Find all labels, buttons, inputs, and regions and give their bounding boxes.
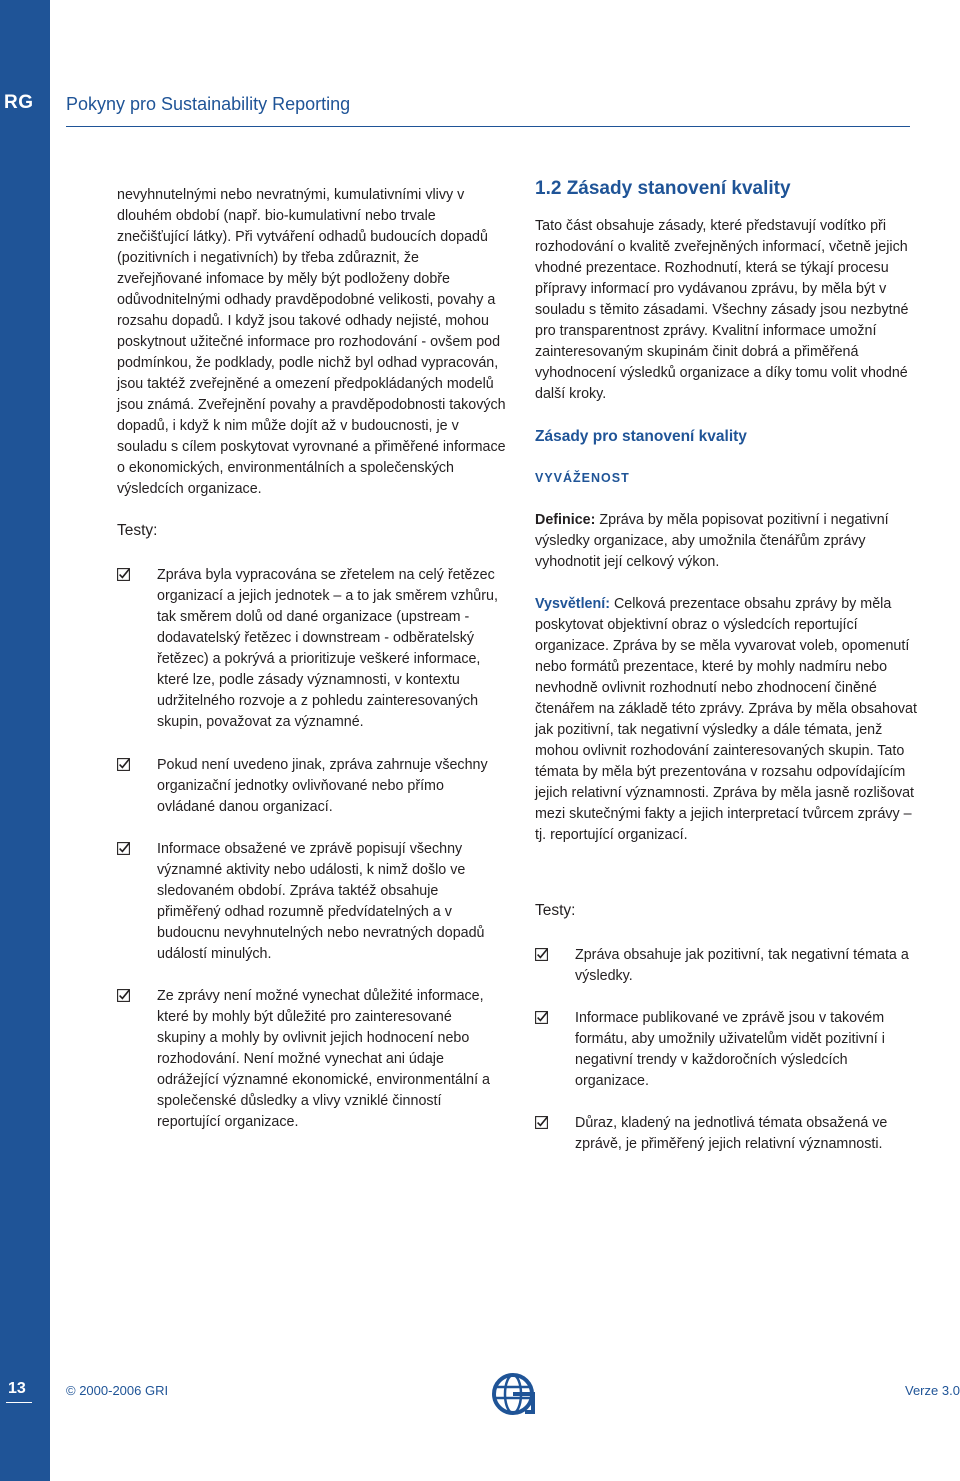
- sidebar-band: [0, 0, 50, 1481]
- quality-subheading: Zásady pro stanovení kvality: [535, 428, 747, 445]
- left-tests-heading: Testy:: [117, 522, 158, 539]
- test-text: Důraz, kladený na jednotlivá témata obsažená ve zprávě, je přiměřený jejich relativní významnosti.: [575, 1115, 888, 1152]
- definition-paragraph: [535, 510, 920, 573]
- checkbox-icon: [117, 842, 130, 855]
- right-column: [535, 178, 920, 846]
- page-number-underline: [6, 1402, 32, 1403]
- page-title: Pokyny pro Sustainability Reporting: [66, 94, 351, 114]
- version: Verze 3.0: [905, 1383, 960, 1398]
- test-text: Zpráva obsahuje jak pozitivní, tak negativní témata a výsledky.: [575, 947, 909, 984]
- definition-text: Zpráva by měla popisovat pozitivní i negativní výsledky organizace, aby umožnila čtenářům zprávy vyhodnotit její celkový výkon.: [535, 512, 889, 570]
- header-badge: RG: [4, 92, 34, 113]
- explanation-label: Vysvětlení:: [535, 596, 610, 612]
- checkbox-icon: [117, 989, 130, 1002]
- checkbox-icon: [535, 1011, 548, 1024]
- left-column: [117, 185, 507, 500]
- test-text: Pokud není uvedeno jinak, zpráva zahrnuje všechny organizační jednotky ovlivňované nebo přímo ovládané danou organizací.: [157, 757, 488, 815]
- checkbox-icon: [535, 1116, 548, 1129]
- right-tests-heading: Testy:: [535, 902, 576, 919]
- section-title: 1.2 Zásady stanovení kvality: [535, 178, 791, 199]
- intro-paragraph: Tato část obsahuje zásady, které představují vodítko při rozhodování o kvalitě zveřejněných informací, včetně jejich vhodné prezentace. Rozhodnutí, která se týkají procesu přípravy informací pro vydávanou zprávu, by měla být v souladu s těmito zásadami. Všechny zásady jsou nezbytné pro transparentnost zprávy. Kvalitní informace umožní zainteresovaným skupinám činit dobrá a přiměřená vyhodnocení výsledků organizace a díky tomu volit vhodné další kroky.: [535, 218, 909, 402]
- test-text: Ze zprávy není možné vynechat důležité informace, které by mohly být důležité pro zainteresované skupiny a mohly by ovlivnit jejich hodnocení nebo rozhodování. Není možné vynechat ani údaje odrážející významné ekonomické, environmentální a společenské důsledky a vlivy vzniklé činností reportující organizace.: [157, 988, 490, 1130]
- explanation-paragraph: [535, 594, 920, 846]
- explanation-text: Celková prezentace obsahu zprávy by měla poskytovat objektivní obraz o výsledcích reportující organizace. Zpráva by se měla vyvarovat voleb, opomenutí nebo formátů prezentace, které by mohly nadmíru nebo nevhodně ovlivnit rozhodnutí nebo zhodnocení činěné čtenářem na základě této zprávy. Zpráva by měla obsahovat jak pozitivní, tak negativní výsledky a dále témata, jenž mohou ovlivnit rozhodování zainteresovaných skupin. Tato témata by měla být prezentována v rozsahu odpovídajícím jejich relativní významnosti. Zpráva by měla jasně rozlišovat mezi skutečnými fakty a jejich interpretací tvůrcem zprávy – tj. reportující organizací.: [535, 596, 917, 843]
- header-divider: [66, 126, 910, 127]
- checkbox-icon: [117, 568, 130, 581]
- balance-heading: VYVÁŽENOST: [535, 471, 630, 485]
- gri-globe-logo-icon: [491, 1372, 535, 1416]
- checkbox-icon: [535, 948, 548, 961]
- page-number: 13: [8, 1380, 26, 1397]
- test-text: Informace publikované ve zprávě jsou v takovém formátu, aby umožnily uživatelům vidět pozitivní i negativní trendy v každoročních výsledcích organizace.: [575, 1010, 885, 1089]
- test-text: Zpráva byla vypracována se zřetelem na celý řetězec organizací a jejich jednotek – a to jak směrem vzhůru, tak směrem dolů od dané organizace (upstream - dodavatelský řetězec i downstream - odběratelský řetězec) a pokrývá a prioritizuje veškeré informace, které lze, podle zásady významnosti, v kontextu udržitelného rozvoje a z pohledu zainteresovaných skupin, považovat za významné.: [157, 567, 498, 730]
- test-text: Informace obsažené ve zprávě popisují všechny významné aktivity nebo události, k nimž došlo ve sledovaném období. Zpráva taktéž obsahuje přiměřený odhad rozumně předvídatelných a v budoucnu nevyhnutelných nebo nevratných dopadů událostí minulých.: [157, 841, 485, 962]
- checkbox-icon: [117, 758, 130, 771]
- left-paragraph: nevyhnutelnými nebo nevratnými, kumulativními vlivy v dlouhém období (např. bio-kumulativní nebo trvale znečišťující látky). Při vytváření odhadů budoucích dopadů (pozitivních i negativních) by třeba zdůraznit, že zveřejňované infomace by měly být podloženy dobře odůvodnitelnými odhady pravděpodobné velikosti, povahy a rozsahu dopadů. I když jsou takové odhady nejisté, mohou poskytnout užitečné informace pro rozhodování - ovšem pod podmínkou, že podklady, podle nichž byl odhad vypracován, jsou taktéž zveřejněné a omezení předpokládaných modelů jsou známá. Zveřejnění povahy a pravděpodobnosti takových dopadů, i když k nim může dojít až v budoucnosti, je v souladu s cílem poskytovat vyrovnané a přiměřené informace o ekonomických, environmentálních a společenských výsledcích organizace.: [117, 187, 506, 497]
- definition-label: Definice:: [535, 512, 596, 528]
- copyright: © 2000-2006 GRI: [66, 1383, 169, 1398]
